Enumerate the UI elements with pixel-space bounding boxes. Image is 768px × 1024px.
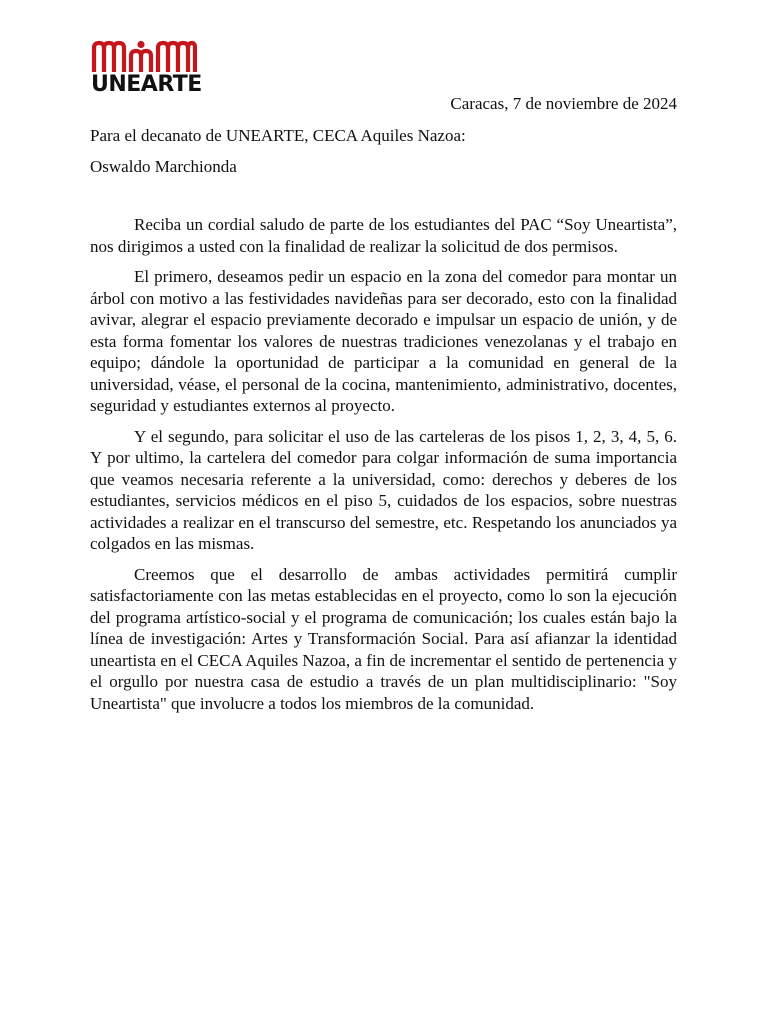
unearte-logo [91,40,202,98]
letter-body [90,214,677,723]
letter-addressee: Para el decanato de UNEARTE, CECA Aquiles Nazoa: [90,126,466,145]
letter-paragraph: Creemos que el desarrollo de ambas actividades permitirá cumplir satisfactoriamente con las metas establecidas en el proyecto, como lo son la ejecución del programa artístico-social y el programa de comunicación; los cuales están bajo la línea de investigación: Artes y Transformación Social. Para así afianzar la identidad uneartista en el CECA Aquiles Nazoa, a fin de incrementar el sentido de pertenencia y el orgullo por nuestra casa de estudio a través de un plan multidisciplinario: "Soy Uneartista" que involucre a todos los miembros de la comunidad. [90,564,677,713]
unearte-logo-mark-icon [91,40,197,74]
letter-date: Caracas, 7 de noviembre de 2024 [450,94,677,113]
letter-paragraph: El primero, deseamos pedir un espacio en la zona del comedor para montar un árbol con motivo a las festividades navideñas para ser decorado, esto con la finalidad avivar, alegrar el espacio previamente decorado e impulsar un espacio de unión, y de esta forma fomentar los valores de nuestras tradiciones venezolanas y el trabajo en equipo; dándole la oportunidad de participar a la comunidad en general de la universidad, véase, el personal de la cocina, mantenimiento, administrativo, docentes, seguridad y estudiantes externos al proyecto. [90,267,677,415]
letter-paragraph: Y el segundo, para solicitar el uso de las carteleras de los pisos 1, 2, 3, 4, 5, 6. Y por ultimo, la cartelera del comedor para colgar información de suma importancia que veamos necesaria referente a la universidad, como: derechos y deberes de los estudiantes, servicios médicos en el piso 5, cuidados de los espacios, sobre nuestras actividades a realizar en el transcurso del semestre, etc. Respetando los anunciados ya colgados en las mismas. [90,426,677,553]
logo-wordmark: UNEARTE [91,72,202,97]
letter-paragraph: Reciba un cordial saludo de parte de los estudiantes del PAC “Soy Uneartista”, nos dirigimos a usted con la finalidad de realizar la solicitud de dos permisos. [90,215,677,256]
letter-recipient: Oswaldo Marchionda [90,157,237,176]
